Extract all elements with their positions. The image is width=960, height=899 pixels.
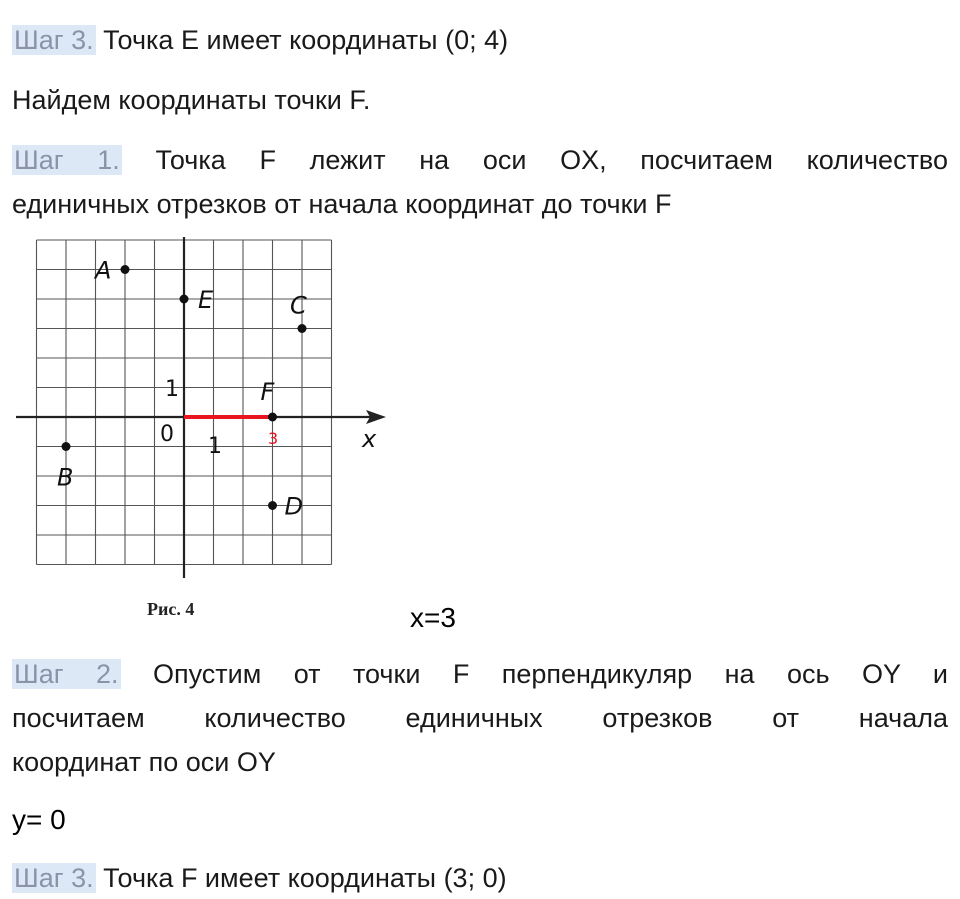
step-label: Шаг 3. [14, 863, 94, 893]
line-text: посчитаем количество единичных отрезков от начала [12, 703, 948, 733]
find-f-line [12, 80, 948, 120]
x-result: x=3 [410, 602, 456, 633]
point-c [298, 324, 307, 333]
step-label: Шаг 1. [14, 145, 120, 175]
step2-line-1 [12, 654, 948, 694]
axis-x-label: x [362, 425, 377, 453]
line-text: единичных отрезков от начала координат до точки F [12, 189, 672, 219]
point-label-c: C [290, 291, 307, 320]
origin-label: 0 [160, 422, 174, 447]
point-label-a: A [95, 256, 112, 285]
step3-e-line [12, 20, 948, 60]
line-text: Найдем координаты точки F. [12, 85, 371, 115]
points [57, 257, 307, 521]
point-label-f: F [260, 378, 275, 406]
point-e [180, 295, 189, 304]
step2-line-2 [12, 698, 948, 738]
highlight-value-label: 3 [268, 429, 279, 448]
step3-f-line [12, 858, 948, 898]
point-label-d: D [284, 492, 303, 521]
step-label: Шаг 3. [14, 25, 94, 55]
point-d [268, 501, 277, 510]
y-result: y= 0 [12, 804, 66, 835]
step2-line-3 [12, 742, 948, 782]
point-label-e: E [198, 286, 214, 314]
point-a [121, 265, 130, 274]
step-label: Шаг 2. [14, 659, 119, 689]
point-f [268, 413, 277, 422]
point-b [62, 442, 71, 451]
step1-line-2 [12, 184, 948, 224]
step1-line-1 [12, 140, 948, 180]
unit-y-label: 1 [165, 377, 179, 402]
unit-x-label: 1 [208, 434, 222, 459]
line-text: Опустим от точки F перпендикуляр на ось OY и [120, 659, 948, 689]
coordinate-plane-figure [10, 232, 400, 622]
line-text: координат по оси OY [12, 747, 276, 777]
line-text: Точка F лежит на оси OX, посчитаем количество [121, 145, 948, 175]
line-text: Точка E имеет координаты (0; 4) [95, 25, 509, 55]
point-label-b: B [57, 463, 74, 492]
line-text: Точка F имеет координаты (3; 0) [95, 863, 507, 893]
figure-caption: Рис. 4 [147, 599, 195, 619]
